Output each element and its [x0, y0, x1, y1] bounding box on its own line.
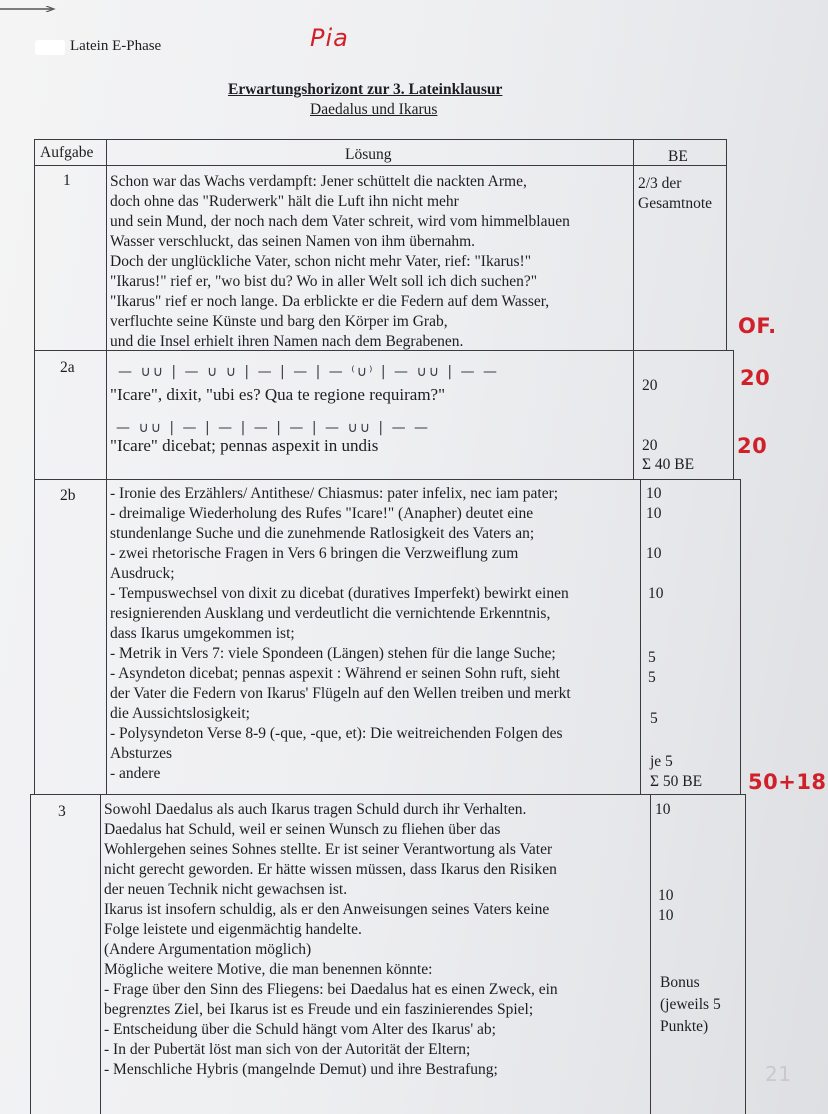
text-line: Ausdruck; [110, 565, 175, 582]
text-line: begrenztes Ziel, bei Ikarus ist es Freude und ein faszinierendes Spiel; [104, 1001, 534, 1018]
task-2a-number: 2a [60, 359, 75, 376]
text-line: - In der Pubertät löst man sich von der Autorität der Eltern; [104, 1041, 471, 1058]
text-line: - dreimalige Wiederholung des Rufes "Icare!" (Anapher) deutet eine [110, 505, 534, 522]
text-line: Daedalus hat Schuld, weil er seinen Wunsch zu fliehen über das [104, 821, 501, 838]
text-line: (Andere Argumentation möglich) [104, 941, 312, 958]
text-line: Doch der unglückliche Vater, schon nicht mehr Vater, rief: "Ikarus!" [110, 253, 532, 270]
latin-verse-1: "Icare", dixit, "ubi es? Qua te regione requiram?" [110, 385, 446, 404]
meter-scansion-2: — ∪∪ | — | — | — | — | — ∪∪ | — — [116, 420, 431, 436]
task-2a-points-1: 20 [642, 377, 658, 394]
task-3-bonus-detail: (jeweils 5 [660, 996, 721, 1013]
task-2a-grade-1-handwritten: 20 [740, 366, 771, 390]
text-line: - zwei rhetorische Fragen in Vers 6 bringen die Verzweiflung zum [110, 545, 519, 562]
task-1-points [638, 174, 718, 214]
text-line: - Entscheidung über die Schuld hängt vom Alter des Ikarus' ab; [104, 1021, 496, 1038]
task-1-grade-handwritten: OF. [738, 314, 777, 338]
text-line: und die Insel erhielt ihren Namen nach dem Begrabenen. [110, 333, 464, 350]
text-line: der neuen Technik nicht gewachsen ist. [104, 881, 348, 898]
text-line: - Frage über den Sinn des Fliegens: bei Daedalus hat es einen Zweck, ein [104, 981, 558, 998]
text-line: Folge leistete und eigenmächtig handelte. [104, 921, 362, 938]
task-2b-points-7: 5 [650, 710, 658, 727]
text-line: - Polysyndeton Verse 8-9 (-que, -que, et): Die weitreichenden Folgen des [110, 725, 563, 742]
task-2b-points-6: 5 [648, 669, 656, 686]
faint-mark: 21 [765, 1062, 792, 1086]
text-line: Absturzes [110, 745, 172, 762]
text-line: Ikarus ist insofern schuldig, als er den Anweisungen seines Vaters keine [104, 901, 550, 918]
meter-scansion-1: — ∪∪ | — ∪ ∪ | — | — | — ⁽∪⁾ | — ∪∪ | — — [118, 364, 500, 380]
task-2b-points-8: je 5 [650, 753, 673, 770]
task-2b-grade-handwritten: 50+18 [748, 770, 827, 794]
student-name-handwritten: Pia [310, 24, 349, 52]
text-line: dass Ikarus umgekommen ist; [110, 625, 295, 642]
task-2a-grade-2-handwritten: 20 [737, 434, 768, 458]
text-line: Sowohl Daedalus als auch Ikarus tragen Schuld durch ihr Verhalten. [104, 801, 527, 818]
column-header-solution: Lösung [345, 146, 392, 163]
task-1-number: 1 [63, 172, 71, 189]
task-2b-points-3: 10 [646, 545, 662, 562]
task-1-translation [110, 172, 638, 352]
task-3-number: 3 [58, 803, 66, 820]
task-3-points-2: 10 [658, 887, 674, 904]
text-line: - andere [110, 765, 161, 782]
text-line: doch ohne das "Ruderwerk" hält die Luft ihn nicht mehr [110, 193, 459, 210]
text-line: verfluchte seine Künste und barg den Körper im Grab, [110, 313, 448, 330]
task-2b-points-sum: Σ 50 BE [650, 773, 703, 790]
task-2a-points-sum: Σ 40 BE [642, 456, 695, 473]
task-2b-analysis [110, 484, 638, 784]
text-line: der Vater die Federn von Ikarus' Flügeln auf den Wellen treiben und merkt [110, 685, 571, 702]
text-line: - Menschliche Hybris (mangelnde Demut) und ihre Bestrafung; [104, 1061, 498, 1078]
text-line: resignierenden Ausklang und verdeutlicht die vernichtende Erkenntnis, [110, 605, 551, 622]
column-header-points: BE [668, 148, 688, 165]
task-3-bonus-unit: Punkte) [660, 1018, 709, 1035]
text-line: nicht gerecht geworden. Er hätte wissen müssen, dass Ikarus den Risiken [104, 861, 557, 878]
task-3-points-1: 10 [655, 801, 671, 818]
task-3-argumentation [104, 800, 648, 1080]
course-label: Latein E-Phase [70, 38, 162, 54]
text-line: - Ironie des Erzählers/ Antithese/ Chiasmus: pater infelix, nec iam pater; [110, 485, 559, 502]
text-line: - Metrik in Vers 7: viele Spondeen (Längen) stehen für die lange Suche; [110, 645, 556, 662]
text-line: und sein Mund, der noch nach dem Vater schreit, wird vom himmelblauen [110, 213, 570, 230]
task-2b-points-4: 10 [648, 585, 664, 602]
task-2b-points-1: 10 [646, 485, 662, 502]
task-2b-points-2: 10 [646, 505, 662, 522]
page-title: Erwartungshorizont zur 3. Lateinklausur [228, 81, 503, 98]
task-2b-number: 2b [60, 487, 76, 504]
task-3-points-3: 10 [658, 907, 674, 924]
text-line: Mögliche weitere Motive, die man benennen könnte: [104, 961, 433, 978]
text-line: Wohlergehen seines Sohnes stellte. Er ist seiner Verantwortung als Vater [104, 841, 553, 858]
text-line: "Ikarus!" rief er, "wo bist du? Wo in aller Welt soll ich dich suchen?" [110, 273, 538, 290]
page-subtitle: Daedalus und Ikarus [310, 101, 438, 118]
points-line: 2/3 der [638, 175, 682, 192]
latin-verse-2: "Icare" dicebat; pennas aspexit in undis [110, 436, 379, 455]
text-line: - Asyndeton dicebat; pennas aspexit : Während er seinen Sohn ruft, sieht [110, 665, 560, 682]
points-line: Gesamtnote [638, 195, 713, 212]
task-2a-points-2: 20 [642, 437, 658, 454]
text-line: "Ikarus" rief er noch lange. Da erblickte er die Federn auf dem Wasser, [110, 293, 550, 310]
task-3-bonus-label: Bonus [660, 974, 700, 991]
text-line: die Aussichtslosigkeit; [110, 705, 250, 722]
text-line: stundenlange Suche und die zunehmende Ratlosigkeit des Vaters an; [110, 525, 535, 542]
column-header-task: Aufgabe [40, 144, 94, 161]
text-line: Schon war das Wachs verdampft: Jener schüttelt die nackten Arme, [110, 173, 527, 190]
task-2b-points-5: 5 [648, 649, 656, 666]
text-line: - Tempuswechsel von dixit zu dicebat (duratives Imperfekt) bewirkt einen [110, 585, 569, 602]
text-line: Wasser verschluckt, das seinen Namen von ihm übernahm. [110, 233, 476, 250]
